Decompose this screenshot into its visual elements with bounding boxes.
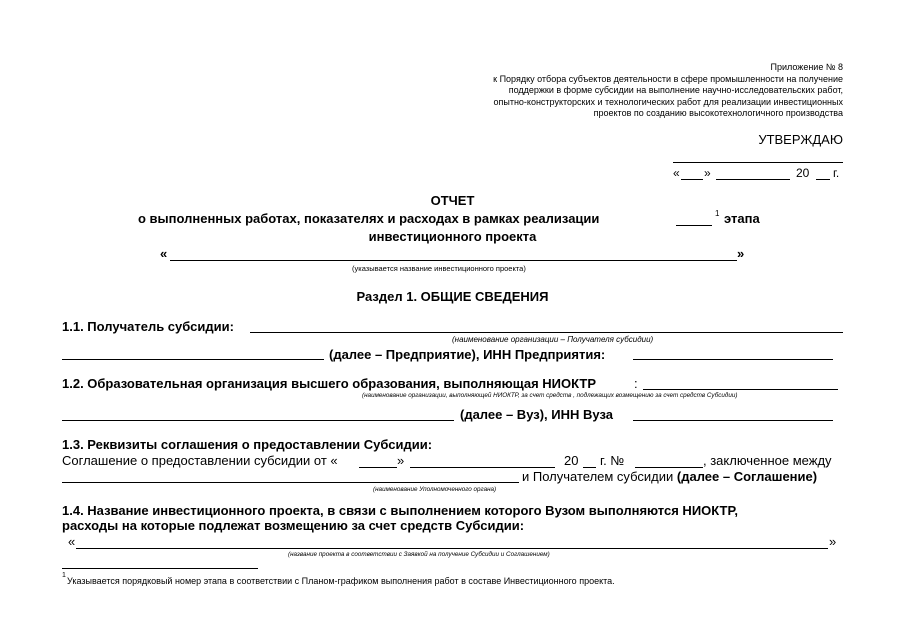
recipient-name-caption: (наименование организации – Получателя субсидии) xyxy=(452,335,654,344)
recipient-name-field[interactable] xyxy=(250,332,843,333)
item-1-2-colon: : xyxy=(634,376,638,391)
authority-name-caption: (наименование Уполномоченного органа) xyxy=(373,486,497,493)
enterprise-inn-field[interactable] xyxy=(633,359,833,360)
recipient-regular: и Получателем субсидии xyxy=(522,469,674,484)
investment-project-caption: (название проекта в соответствии с Заявкой на получение Субсидии и Соглашением) xyxy=(288,551,550,558)
agreement-number-label: г. № xyxy=(600,453,625,468)
item-1-3-label: 1.3. Реквизиты соглашения о предоставлении Субсидии: xyxy=(62,437,433,452)
footnote-text: Указывается порядковый номер этапа в соответствии с Планом-графиком выполнения работ в составе Инвестиционного проекта. xyxy=(67,576,615,586)
agreement-year-prefix: 20 xyxy=(564,453,579,468)
approve-label: УТВЕРЖДАЮ xyxy=(758,132,843,147)
university-name-caption: (наименование организации, выполняющей НИОКТР, за счет средств , подлежащих возмещению за счет средств Субсидии) xyxy=(362,392,738,399)
item-1-4-label-line1: 1.4. Название инвестиционного проекта, в связи с выполнением которого Вузом выполняются НИОКТР, xyxy=(62,503,738,518)
project-quote-close: » xyxy=(737,246,745,261)
recipient-text xyxy=(522,469,817,484)
project-quote-open-2: « xyxy=(68,534,76,549)
authority-name-field[interactable] xyxy=(62,482,519,483)
appendix-line: проектов по созданию высокотехнологичного производства xyxy=(593,108,843,119)
approve-year-prefix: 20 xyxy=(796,166,810,180)
university-inn-field[interactable] xyxy=(633,420,833,421)
appendix-line: поддержки в форме субсидии на выполнение научно-исследовательских работ, xyxy=(508,85,843,96)
approve-year-field[interactable] xyxy=(816,179,830,180)
footnote-ref: 1 xyxy=(715,209,720,218)
signature-line[interactable] xyxy=(673,162,843,163)
report-subtitle xyxy=(138,211,599,226)
agreement-number-field[interactable] xyxy=(635,467,703,468)
appendix-line: к Порядку отбора субъектов деятельности в сфере промышленности на получение xyxy=(493,73,843,84)
stage-number-field[interactable] xyxy=(676,225,712,226)
university-name-continued-field[interactable] xyxy=(62,420,454,421)
appendix-line: опытно-конструкторских и технологических работ для реализации инвестиционных xyxy=(493,96,843,107)
recipient-bold: (далее – Соглашение) xyxy=(676,469,818,484)
footnote-mark: 1 xyxy=(62,572,66,579)
recipient-name-continued-field[interactable] xyxy=(62,359,324,360)
appendix-header xyxy=(493,62,843,120)
report-subtitle-line3: инвестиционного проекта xyxy=(368,229,537,244)
agreement-month-field[interactable] xyxy=(410,467,555,468)
item-1-2-label: 1.2. Образовательная организация высшего образования, выполняющая НИОКТР xyxy=(62,376,596,391)
university-name-field[interactable] xyxy=(643,389,838,390)
agreement-pre: Соглашение о предоставлении субсидии от « xyxy=(62,453,338,468)
approve-month-field[interactable] xyxy=(716,179,790,180)
agreement-close-quote: » xyxy=(397,453,405,468)
agreement-year-field[interactable] xyxy=(583,467,596,468)
item-1-1-label: 1.1. Получатель субсидии: xyxy=(62,319,234,334)
report-title: ОТЧЕТ xyxy=(430,193,475,208)
enterprise-inn-label: (далее – Предприятие), ИНН Предприятия: xyxy=(329,347,606,362)
approve-date-open: « xyxy=(673,166,680,180)
project-name-caption: (указывается название инвестиционного проекта) xyxy=(352,264,526,273)
agreement-day-field[interactable] xyxy=(359,467,397,468)
section-heading: Раздел 1. ОБЩИЕ СВЕДЕНИЯ xyxy=(356,289,549,304)
project-quote-open: « xyxy=(160,246,168,261)
footnote-separator xyxy=(62,568,258,569)
approve-date-suffix: г. xyxy=(833,166,840,180)
agreement-post: , заключенное между xyxy=(703,453,832,468)
approve-day-field[interactable] xyxy=(681,179,703,180)
university-inn-label: (далее – Вуз), ИНН Вуза xyxy=(460,407,613,422)
report-subtitle-post: этапа xyxy=(724,211,760,226)
item-1-4-label-line2: расходы на которые подлежат возмещению за счет средств Субсидии: xyxy=(62,518,525,533)
report-subtitle-pre: о выполненных работах, показателях и расходах в рамках реализации xyxy=(138,211,600,226)
approve-date-mid: » xyxy=(704,166,711,180)
project-name-field[interactable] xyxy=(170,260,737,261)
investment-project-name-field[interactable] xyxy=(76,548,828,549)
project-quote-close-2: » xyxy=(829,534,837,549)
appendix-line: Приложение № 8 xyxy=(770,62,843,72)
